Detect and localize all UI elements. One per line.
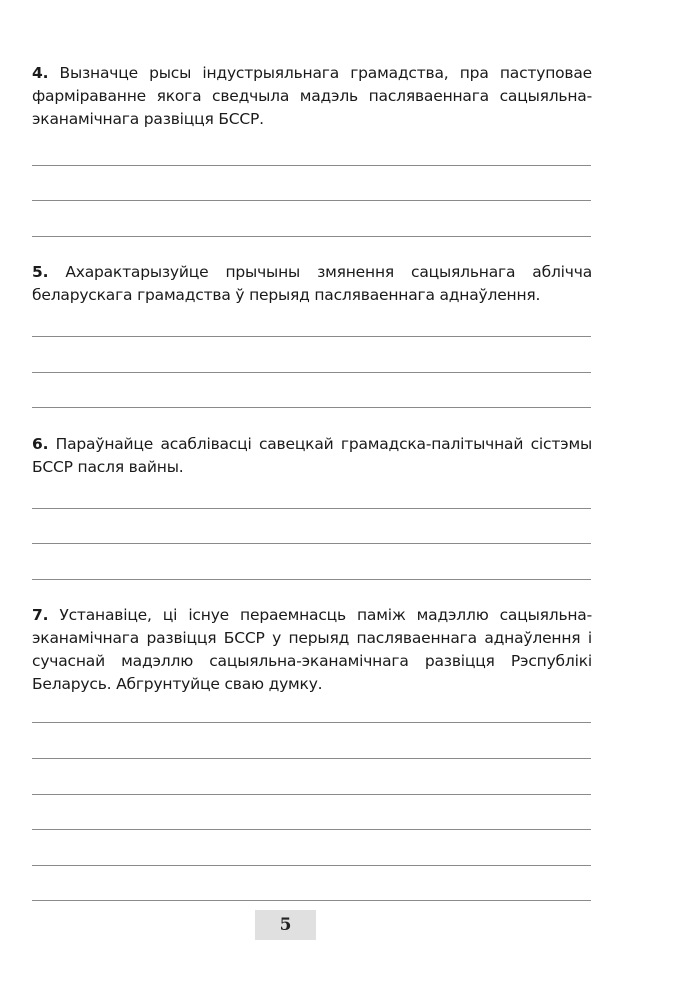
answer-line[interactable] <box>32 165 591 166</box>
answer-line[interactable] <box>32 829 591 830</box>
task-number: 6. <box>32 435 49 453</box>
answer-line[interactable] <box>32 236 591 237</box>
answer-line[interactable] <box>32 543 591 544</box>
answer-line[interactable] <box>32 722 591 723</box>
task-text: Параўнайце асаблівасці савецкай грамадска-палітычнай сістэмы БССР пасля вайны. <box>32 435 592 476</box>
task-6 <box>32 433 592 479</box>
answer-line[interactable] <box>32 794 591 795</box>
task-text: Ахарактарызуйце прычыны змянення сацыяльнага аблічча беларускага грамадства ў перыяд пасляваеннага аднаўлення. <box>32 263 592 304</box>
answer-line[interactable] <box>32 508 591 509</box>
answer-line[interactable] <box>32 407 591 408</box>
answer-line[interactable] <box>32 579 591 580</box>
answer-line[interactable] <box>32 336 591 337</box>
task-text: Устанавіце, ці існуе пераемнасць паміж мадэллю сацыяльна-эканамічнага развіцця БССР у перыяд пасляваеннага аднаўлення і сучаснай мадэллю сацыяльна-эканамічнага развіцця Рэспублікі Беларусь. Абгрунтуйце сваю думку. <box>32 606 593 693</box>
task-text: Вызначце рысы індустрыяльнага грамадства, пра паступовае фарміраванне якога сведчыла мадэль пасляваеннага сацыяльна-эканамічнага развіцця БССР. <box>32 64 592 128</box>
task-5 <box>32 261 592 307</box>
answer-line[interactable] <box>32 372 591 373</box>
task-number: 4. <box>32 64 49 82</box>
task-number: 5. <box>32 263 49 281</box>
answer-line[interactable] <box>32 865 591 866</box>
task-4 <box>32 62 592 131</box>
task-number: 7. <box>32 606 49 624</box>
task-7 <box>32 604 592 696</box>
answer-line[interactable] <box>32 200 591 201</box>
answer-line[interactable] <box>32 758 591 759</box>
answer-line[interactable] <box>32 900 591 901</box>
page-number: 5 <box>255 910 316 940</box>
